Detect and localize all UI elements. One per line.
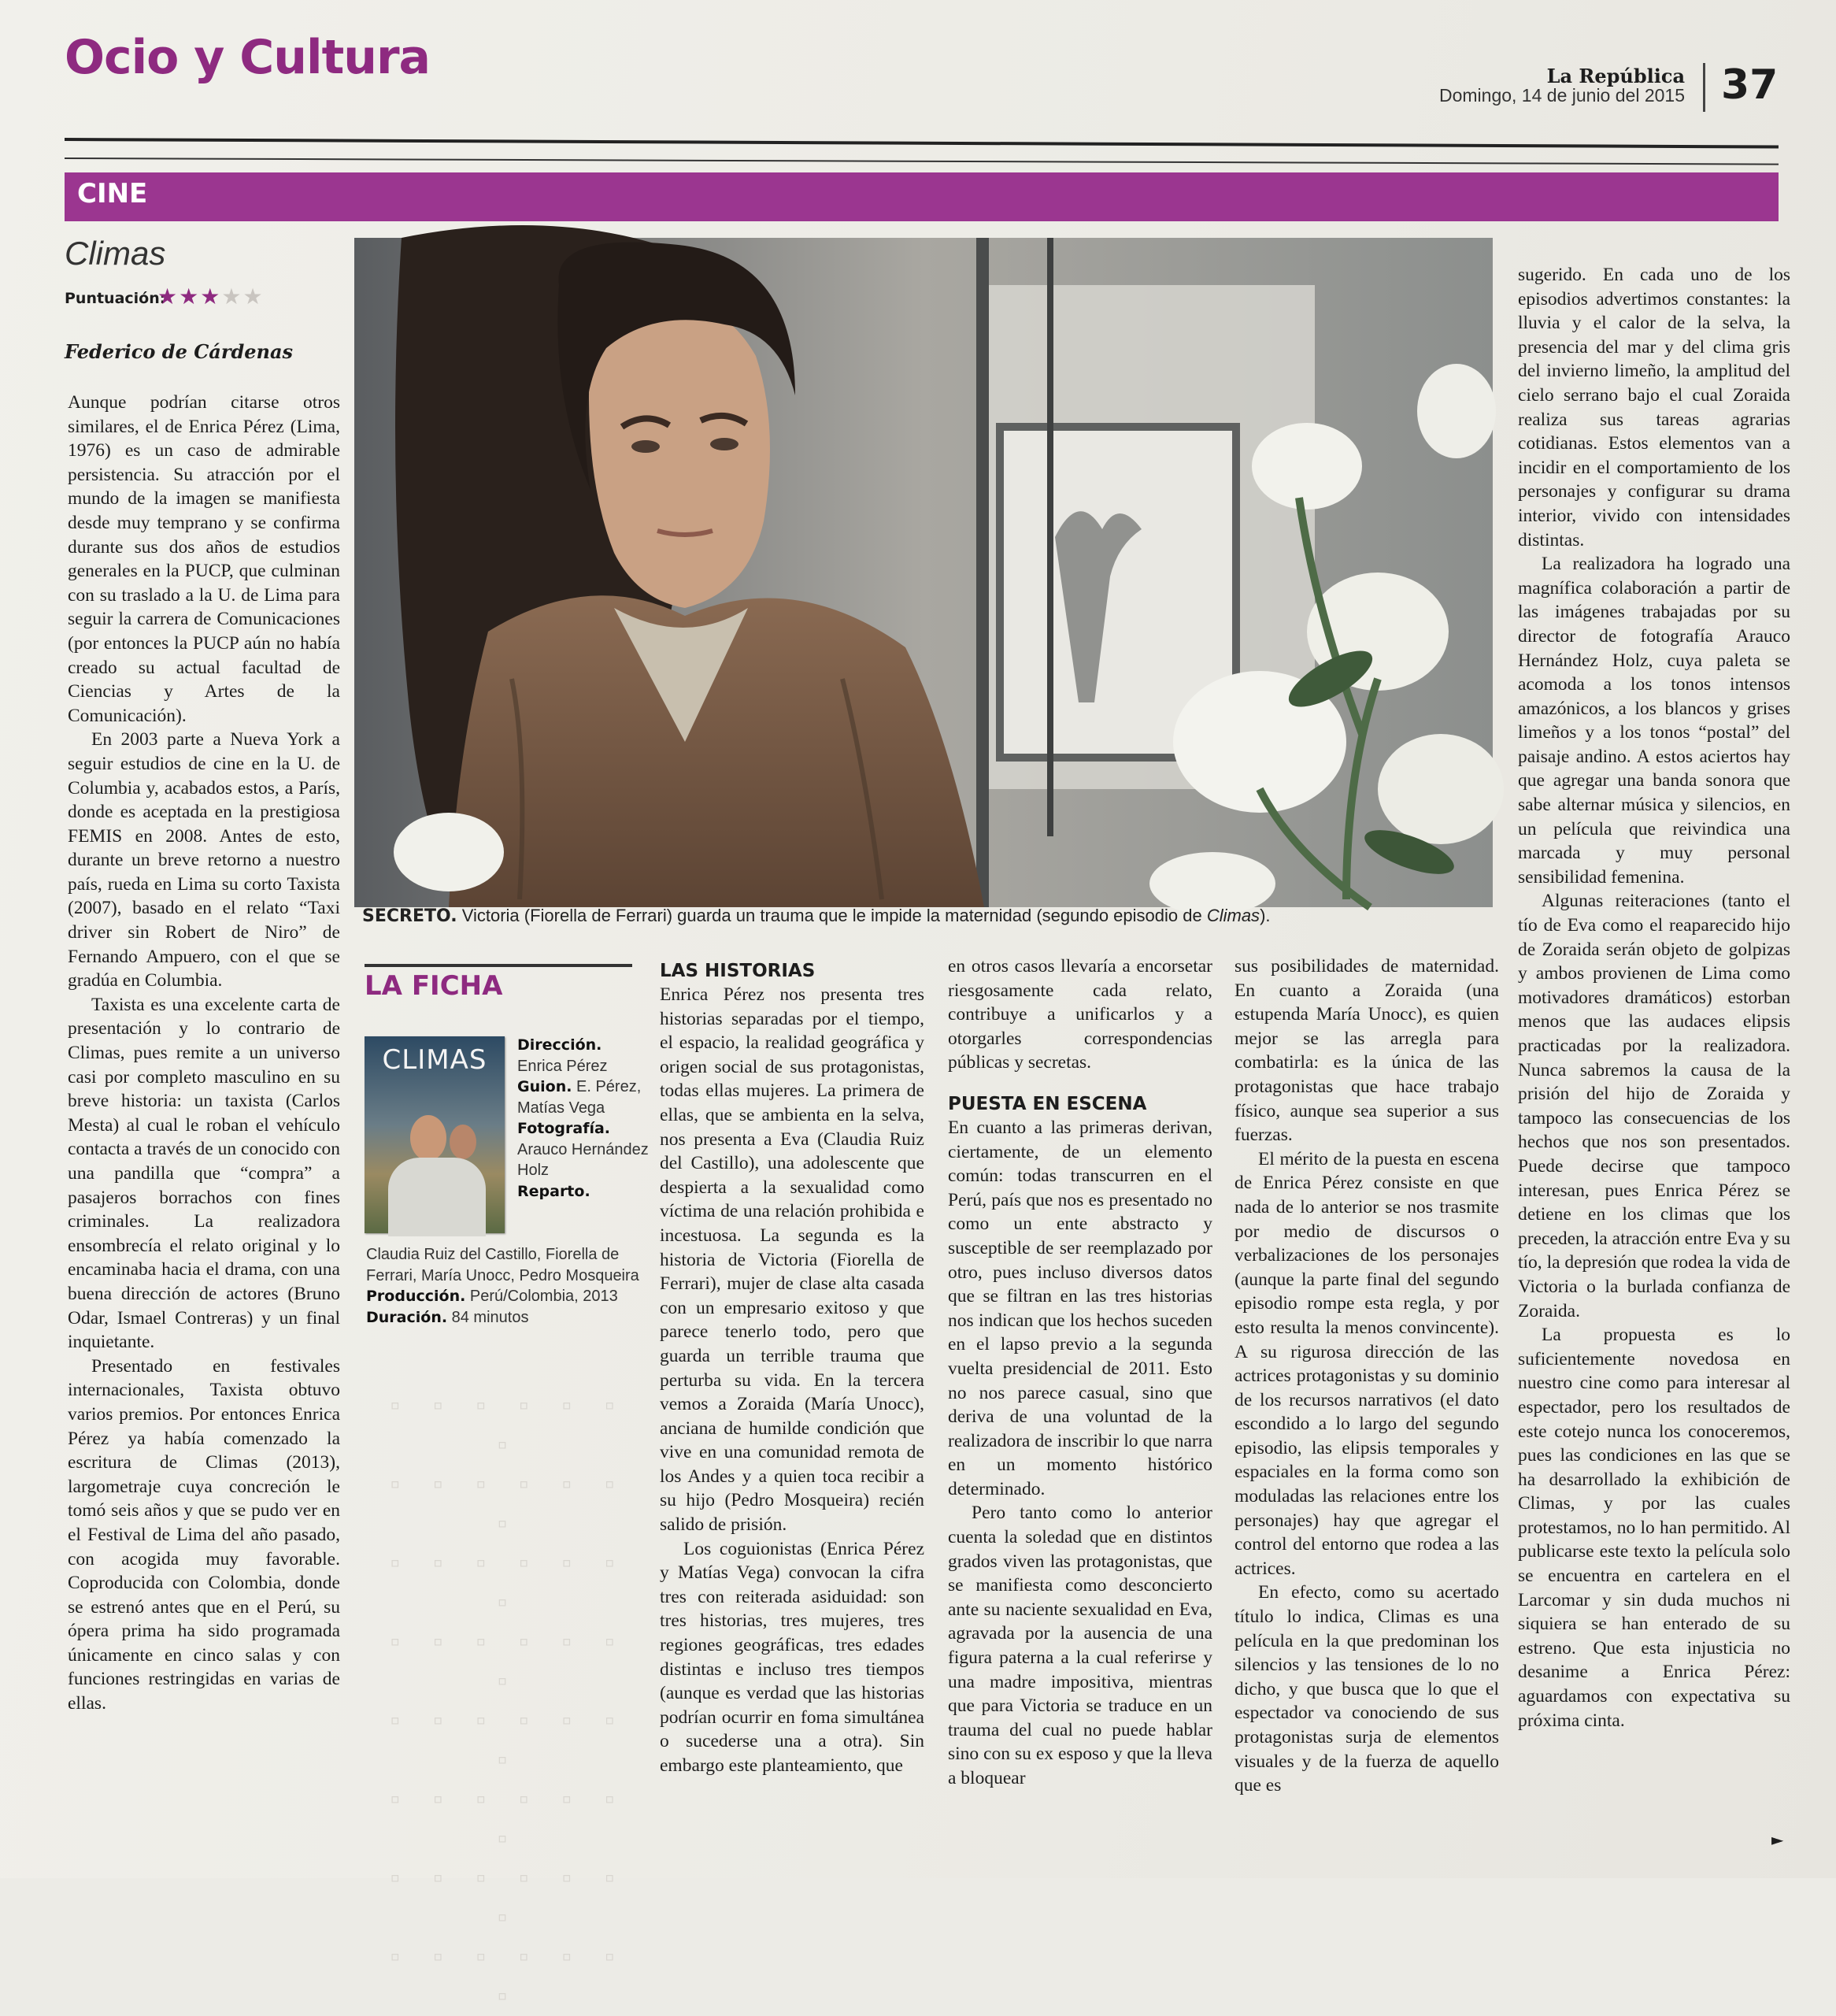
paragraph: sus posibilidades de maternidad. En cuanto a Zoraida (una estupenda María Unocc), es quien mejor se las arregla para combatirla: es la única de las protagonistas que hace trabajo físico, aunque sea superior a sus fuerzas. [1234,956,1499,1146]
caption-end: ). [1260,906,1271,925]
paragraph: En 2003 parte a Nueva York a seguir estudios de cine en la U. de Columbia y, acabados estos, a París, donde es aceptada en la prestigiosa FEMIS en 2008. Antes de esto, durante un breve retorno a nuestro país, rueda en Lima su corto Taxista (2007), basado en el relato “Taxi driver sin Robert de Niro” de Fernando Ampuero, con el que se gradúa en Columbia. [68,729,340,991]
paragraph: sugerido. En cada uno de los episodios advertimos constantes: la lluvia y el calor de la selva, la presencia del mar y del clima gris del invierno limeño, la amplitud del cielo serrano bajo el cual Zoraida realiza sus tareas agrarias cotidianas. Estos elementos van a incidir en el comportamiento de los personajes y configurar su drama interior, vivido con intensidades distintas. [1518,265,1790,550]
score-label: Puntuación: [65,290,166,307]
reparto-label: Reparto. [517,1182,590,1200]
direccion-value: Enrica Pérez [517,1057,608,1075]
category-bar [65,172,1779,221]
star-icon-filled: ★ [179,284,201,309]
reparto-value: Claudia Ruiz del Castillo, Fiorella de Ferrari, María Unocc, Pedro Mosqueira [366,1246,639,1284]
fotografia-value: Arauco Hernández Holz [517,1140,649,1179]
caption-film-title: Climas [1206,906,1260,925]
author-byline: Federico de Cárdenas [65,340,294,363]
paragraph: Presentado en festivales internacionales, Taxista obtuvo varios premios. Por entonces Enrica Pérez ya había comenzado la escritura de Climas (2013), largometraje cuya concreción le tomó seis años y que se pudo ver en el Festival de Lima del año pasado, con acogida muy favorable. Coproducida con Colombia, donde se estrenó antes que en el Perú, su ópera prima ha sido programada únicamente en cinco salas y con funciones restringidas en varias de ellas. [68,1355,340,1714]
film-title: Climas [65,235,166,272]
newspaper-name: La República [1546,65,1685,87]
guion-label: Guion. [517,1078,572,1095]
paragraph: La propuesta es lo suficientemente novedosa en nuestro cine como para interesar al espectador, pero los resultados de este cotejo nunca los conoceremos, pues las condiciones en las que se ha desarrollado la exhibición de Climas, y por las cuales protestamos, no lo han permitido. Al publicarse este texto la película solo se encuentra en cartelera en el Larcomar y sin duda muchos ni siquiera se han enterado de su estreno. Que esta injusticia no desanime a Enrica Pérez: aguardamos con expectativa su próxima cinta. [1518,1325,1790,1731]
guion-value: E. Pérez, Matías Vega [517,1078,642,1117]
paragraph: En efecto, como su acertado título lo indica, Climas es una película en la que predominan los silencios y las tensiones de lo no dicho, y que busca que lo que el espectador va conociendo de sus protagonistas surja de elementos visuales y de la fuerza de aquello que es [1234,1582,1499,1796]
film-still-photo [354,238,1493,907]
ficha-credits-full [366,1244,642,1328]
page-number-divider [1703,63,1705,112]
film-poster [365,1036,505,1233]
paragraph: en otros casos llevaría a encorsetar riesgosamente cada relato, contribuye a unificarlos y a otorgarles correspondencias públicas y secretas. [948,956,1212,1073]
header-rule-thin [65,158,1779,165]
paragraph: En cuanto a las primeras derivan, ciertamente, de un elemento común: todas transcurren en el Perú, país que nos es presentado no como un ente abstracto y susceptible de ser reemplazado por otro, pues incluso diversos datos que se filtran en las tres historias nos indican que los hechos suceden en el lapso previo a la segunda vuelta presidencial de 2011. Esto no nos parece casual, sino que deriva de una voluntad de la realizadora de inscribir lo que narra en un momento histórico determinado. [948,1117,1212,1499]
poster-title: CLIMAS [382,1044,487,1076]
end-of-article-icon: ► [1771,1830,1784,1849]
subheading-historias: LAS HISTORIAS [660,961,816,981]
star-icon-filled: ★ [200,284,222,309]
paragraph: Algunas reiteraciones (tanto el tío de Eva como el reaparecido hijo de Zoraida serán objeto de golpizas y ambos provienen de Lima como motivadores dramáticos) estorban menos que las audaces elipsis practicadas por la realizadora. Nunca sabremos la causa de la prisión del hijo de Zoraida y tampoco las consecuencias de los hechos que nos son presentados. Puede decirse que tampoco interesan, pues Enrica Pérez se detiene en los climas que los preceden, la atracción entre Eva y su tío, la depresión que rodea la vida de Victoria o la burlada confianza de Zoraida. [1518,891,1790,1321]
paragraph: La realizadora ha logrado una magnífica colaboración a partir de las imágenes trabajadas por su director de fotografía Arauco Hernández Holz, cuya paleta se acomoda a los tonos intensos amazónicos, a los blancos y grises limeños y a los tonos “postal” del paisaje andino. A estos aciertos hay que agregar una banda sonora que sabe alternar música y silencios, en un película que reivindica una marcada y muy personal sensibilidad femenina. [1518,554,1790,888]
star-icon-empty: ★ [221,284,243,309]
poster-figure [410,1115,446,1161]
paragraph: El mérito de la puesta en escena de Enrica Pérez consiste en que nada de lo anterior se nos trasmite por medio de discursos o verbalizaciones de los personajes (aunque la parte final del segundo episodio rompe esta regla, y por esto resulta la menos convincente). A su rigurosa dirección de las actrices protagonistas y su dominio de los recursos narrativos (el dato escondido a lo largo del segundo episodio, las elipsis temporales y espaciales en la forma como son moduladas las relaciones entre los personajes) hay que agregar el control del entorno que rodea a las actrices. [1234,1148,1499,1579]
star-icon-filled: ★ [157,284,180,309]
header-rule [65,138,1779,148]
ficha-credits [517,1035,651,1202]
issue-date: Domingo, 14 de junio del 2015 [1438,85,1685,106]
duracion-value: 84 minutos [451,1308,529,1326]
category-label: CINE [77,178,148,209]
photo-caption [362,906,1496,926]
subheading-puesta-en-escena: PUESTA EN ESCENA [948,1093,1147,1114]
poster-figure-body [388,1158,486,1236]
article-column-5 [1234,954,1499,1798]
caption-text: Victoria (Fiorella de Ferrari) guarda un trauma que le impide la maternidad (segundo episodio de [461,906,1202,925]
paragraph: Aunque podrían citarse otros similares, el de Enrica Pérez (Lima, 1976) es un caso de admirable persistencia. Su atracción por el mundo de la imagen se manifiesta desde muy temprano y se confirma durante sus dos años de estudios generales en la PUCP, que culminan con su traslado a la U. de Lima para seguir la carrera de Comunicaciones (por entonces la PUCP aún no había creado su actual facultad de Ciencias y Artes de la Comunicación). [68,392,340,726]
produccion-label: Producción. [366,1288,466,1305]
ficha-title: LA FICHA [365,970,503,1002]
star-rating [157,284,265,309]
article-column-6 [1518,263,1790,1732]
article-column-1 [68,391,340,1716]
direccion-label: Dirección. [517,1036,602,1054]
film-still-illustration [354,238,1493,907]
ficha-rule [365,964,632,967]
section-title: Ocio y Cultura [65,30,431,85]
paragraph: Taxista es una excelente carta de presentación y lo contrario de Climas, pues remite a un universo casi por completo masculino en su breve historia: un taxista (Carlos Mesta) al cual le roban el vehículo contacta a través de un conocido con una pandilla que “compra” a pasajeros borrachos con fines criminales. La realizadora ensombrecía el relato original y lo encaminaba hacia el drama, con una buena dirección de actores (Bruno Odar, Ismael Contreras) y un final inquietante. [68,994,340,1353]
duracion-label: Duración. [366,1308,448,1326]
fotografia-label: Fotografía. [517,1120,611,1137]
bleed-through-texture: ▫ ▫ ▫ ▫ ▫ ▫ ▫ ▫ ▫ ▫ ▫ ▫ ▫ ▫ ▫ ▫ ▫ ▫ ▫ ▫ ▫ ▫ ▫ ▫ ▫ ▫ ▫ ▫ ▫ ▫ ▫ ▫ ▫ ▫ ▫ ▫ ▫ ▫ ▫ ▫ ▫ ▫ ▫ ▫ ▫ ▫ ▫ ▫ ▫ ▫ ▫ ▫ ▫ ▫ ▫ ▫ [390,1395,626,2006]
paragraph: Enrica Pérez nos presenta tres historias separadas por el tiempo, el espacio, la realidad geográfica y origen social de sus protagonistas, todas ellas mujeres. La primera de ellas, que se ambienta en la selva, nos presenta a Eva (Claudia Ruiz del Castillo), una adolescente que despierta a la sexualidad como víctima de una relación prohibida e incestuosa. La segunda es la historia de Victoria (Fiorella de Ferrari), mujer de clase alta casada con un empresario exitoso y que parece tenerlo todo, pero que guarda un terrible trauma que perturba su vida. En la tercera vemos a Zoraida (María Unocc), anciana de humilde condición que vive en una comunidad remota de los Andes y a quien toca recibir a su hijo (Pedro Mosqueira) recién salido de prisión. [660,984,924,1536]
caption-lead: SECRETO. [362,906,457,926]
paragraph: Los coguionistas (Enrica Pérez y Matías Vega) convocan la cifra tres con reiterada asiduidad: son tres historias, tres mujeres, tres regiones geográficas, tres edades distintas e incluso tres tiempos (aunque es verdad que las historias podrían ocurrir en foma simultánea o sucederse una a otra). Sin embargo este planteamiento, que [660,1538,924,1776]
page-number: 37 [1721,61,1779,109]
paragraph: Pero tanto como lo anterior cuenta la soledad que en distintos grados viven las protagonistas, que se manifiesta como desconcierto ante su naciente sexualidad en Eva, agravada por la ausencia de una figura paterna a la cual referirse y una madre impositiva, mientras que para Victoria se traduce en un trauma del cual no puede hablar sino con su ex esposo y que la lleva a bloquear [948,1503,1212,1788]
article-column-4 [948,954,1212,1791]
star-icon-empty: ★ [242,284,265,309]
poster-figure [450,1125,476,1159]
article-column-3 [660,954,924,1778]
produccion-value: Perú/Colombia, 2013 [469,1288,618,1305]
